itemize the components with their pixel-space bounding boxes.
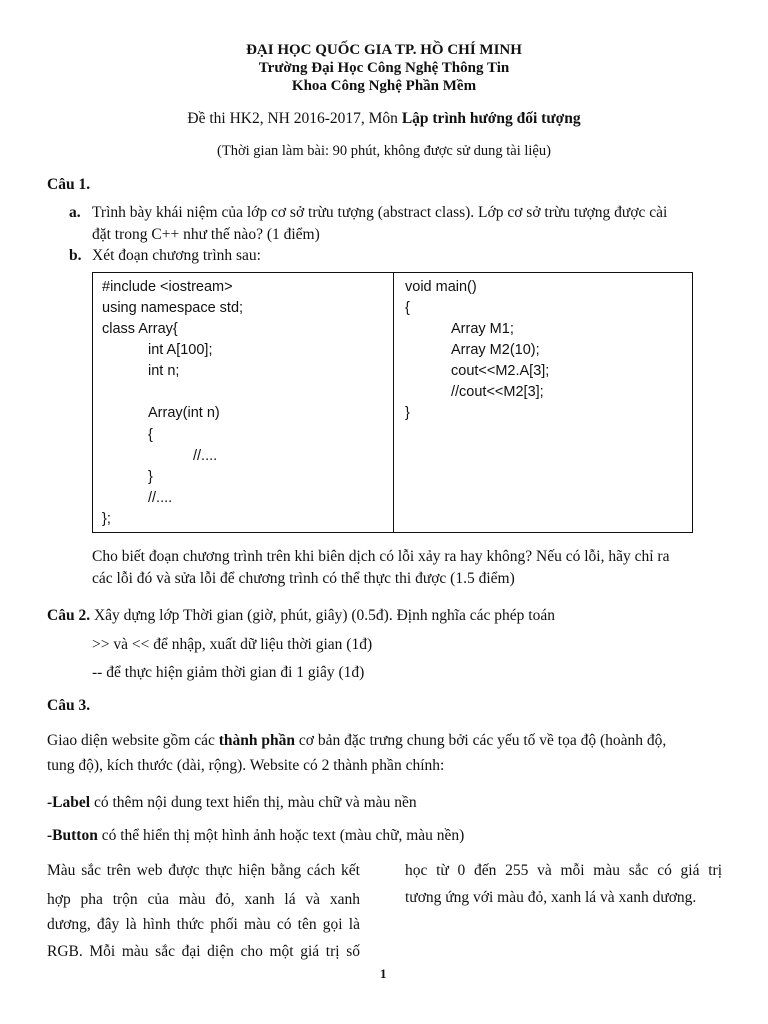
q3-col-right-line-2: tương ứng với màu đỏ, xanh lá và xanh dương.	[405, 889, 697, 906]
q1-a-label: a.	[69, 204, 81, 221]
q1-b-task-line1: Cho biết đoạn chương trình trên khi biên dịch có lỗi xảy ra hay không? Nếu có lỗi, hãy chỉ ra	[92, 548, 670, 565]
exam-subject: Lập trình hướng đối tượng	[401, 110, 581, 127]
q3-col-left-line-3: dương, đây là hình thức phối màu có tên gọi là	[47, 916, 360, 933]
exam-title-prefix: Đề thi HK2, NH 2016-2017, Môn	[187, 110, 402, 127]
code-left-line-1: #include <iostream>	[102, 279, 233, 295]
code-left-line-5: int n;	[148, 363, 180, 379]
code-right-line-2: {	[405, 300, 410, 316]
code-right-line-5: cout<<M2.A[3];	[451, 363, 550, 379]
code-right-line-7: }	[405, 405, 410, 421]
exam-note: (Thời gian làm bài: 90 phút, không được sử dung tài liệu)	[217, 143, 551, 159]
code-right-line-3: Array M1;	[451, 321, 514, 337]
code-left-line-6: Array(int n)	[148, 405, 220, 421]
code-left-line-10: //....	[148, 490, 173, 506]
code-left-line-7: {	[148, 427, 153, 443]
q2-line	[47, 607, 555, 625]
q1-b-intro: Xét đoạn chương trình sau:	[92, 247, 261, 264]
q3-button-bold: -Button	[47, 827, 98, 844]
q3-col-right-line-1: học từ 0 đến 255 và mỗi màu sắc có giá trị	[405, 862, 722, 879]
code-left-line-8: //....	[193, 448, 218, 464]
code-left-line-4: int A[100];	[148, 342, 213, 358]
q2-title: Câu 2.	[47, 607, 91, 624]
q3-paragraph-line1	[47, 732, 666, 750]
q2-item-1: >> và << để nhập, xuất dữ liệu thời gian (1đ)	[92, 636, 373, 653]
school-name: Trường Đại Học Công Nghệ Thông Tin	[258, 60, 510, 76]
q3-label-line	[47, 794, 417, 812]
q3-button-text: có thể hiển thị một hình ảnh hoặc text (màu chữ, màu nền)	[97, 827, 465, 844]
q3-col-left-line-2: hợp pha trộn của màu đỏ, xanh lá và xanh	[47, 891, 360, 908]
q3-p1-start: Giao diện website gồm các	[47, 732, 219, 749]
university-name: ĐẠI HỌC QUỐC GIA TP. HỒ CHÍ MINH	[246, 42, 522, 58]
q3-col-left-line-4: RGB. Mỗi màu sắc đại diện cho một giá trị số	[47, 943, 360, 960]
code-right-line-6: //cout<<M2[3];	[451, 384, 544, 400]
q3-p1-bold: thành phần	[218, 732, 295, 749]
q3-label-bold: -Label	[47, 794, 91, 811]
faculty-name: Khoa Công Nghệ Phần Mềm	[291, 78, 477, 94]
q1-title: Câu 1.	[47, 176, 91, 193]
code-box	[92, 272, 693, 533]
q1-a-line1: Trình bày khái niệm của lớp cơ sở trừu tượng (abstract class). Lớp cơ sở trừu tượng được cài	[92, 204, 668, 221]
q3-col-left-line-1: Màu sắc trên web được thực hiện bằng cách kết	[47, 862, 360, 879]
q2-text: Xây dựng lớp Thời gian (giờ, phút, giây) (0.5đ). Định nghĩa các phép toán	[93, 607, 555, 624]
q1-a-line2: đặt trong C++ như thế nào? (1 điểm)	[92, 226, 320, 243]
page-number: 1	[380, 966, 387, 981]
q1-b-task-line2: các lỗi đó và sửa lỗi để chương trình có thể thực thi được (1.5 điểm)	[92, 570, 515, 587]
code-left-line-3: class Array{	[102, 321, 178, 337]
q3-p1-end: cơ bản đặc trưng chung bởi các yếu tố về tọa độ (hoành độ,	[295, 732, 667, 749]
q3-label-text: có thêm nội dung text hiển thị, màu chữ và màu nền	[90, 794, 417, 811]
code-divider	[393, 273, 394, 532]
exam-title	[0, 110, 768, 128]
q3-button-line	[47, 827, 464, 845]
q1-b-label: b.	[69, 247, 82, 264]
code-left-line-11: };	[102, 511, 111, 527]
code-left-line-2: using namespace std;	[102, 300, 244, 316]
code-left-line-9: }	[148, 469, 153, 485]
q3-title: Câu 3.	[47, 697, 91, 714]
q3-paragraph-line2: tung độ), kích thước (dài, rộng). Website có 2 thành phần chính:	[47, 757, 445, 774]
q2-item-2: -- để thực hiện giảm thời gian đi 1 giây (1đ)	[92, 664, 365, 681]
code-right-line-4: Array M2(10);	[451, 342, 540, 358]
code-right-line-1: void main()	[405, 279, 477, 295]
